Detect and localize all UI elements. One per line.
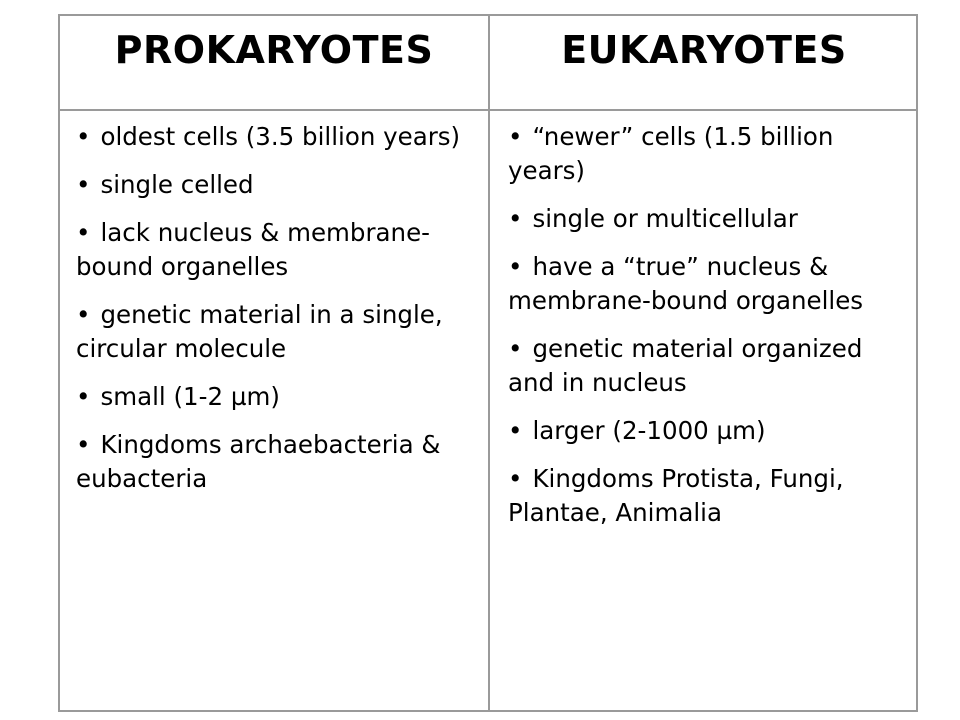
list-item xyxy=(76,168,476,202)
bullet: • xyxy=(76,430,91,459)
list-item xyxy=(76,380,476,414)
list-item xyxy=(76,216,476,284)
bullet: • xyxy=(508,122,523,151)
bullet: • xyxy=(508,252,523,281)
bullet: • xyxy=(76,122,91,151)
list-item xyxy=(508,462,908,530)
prokaryotes-list xyxy=(76,120,476,510)
list-item xyxy=(508,120,908,188)
list-item-text: oldest cells (3.5 billion years) xyxy=(100,122,461,151)
bullet: • xyxy=(508,464,523,493)
list-item xyxy=(508,414,908,448)
header-eukaryotes: EUKARYOTES xyxy=(561,28,847,72)
list-item xyxy=(76,298,476,366)
list-item xyxy=(76,428,476,496)
list-item-text: lack nucleus & membrane-bound organelles xyxy=(76,218,430,281)
list-item-text: single celled xyxy=(100,170,254,199)
column-divider xyxy=(488,16,490,710)
list-item-text: larger (2-1000 µm) xyxy=(532,416,766,445)
eukaryotes-list xyxy=(508,120,908,544)
list-item xyxy=(76,120,476,154)
comparison-table xyxy=(58,14,918,712)
bullet: • xyxy=(508,334,523,363)
list-item xyxy=(508,332,908,400)
bullet: • xyxy=(76,218,91,247)
list-item xyxy=(508,202,908,236)
list-item-text: genetic material organized and in nucleus xyxy=(508,334,863,397)
header-prokaryotes: PROKARYOTES xyxy=(114,28,434,72)
bullet: • xyxy=(508,204,523,233)
bullet: • xyxy=(76,300,91,329)
list-item-text: have a “true” nucleus & membrane-bound organelles xyxy=(508,252,864,315)
list-item-text: Kingdoms Protista, Fungi, Plantae, Animalia xyxy=(508,464,844,527)
bullet: • xyxy=(76,170,91,199)
list-item-text: genetic material in a single, circular molecule xyxy=(76,300,443,363)
bullet: • xyxy=(508,416,523,445)
list-item-text: small (1-2 µm) xyxy=(100,382,280,411)
list-item-text: single or multicellular xyxy=(532,204,798,233)
list-item-text: Kingdoms archaebacteria & eubacteria xyxy=(76,430,441,493)
list-item-text: “newer” cells (1.5 billion years) xyxy=(508,122,834,185)
list-item xyxy=(508,250,908,318)
bullet: • xyxy=(76,382,91,411)
